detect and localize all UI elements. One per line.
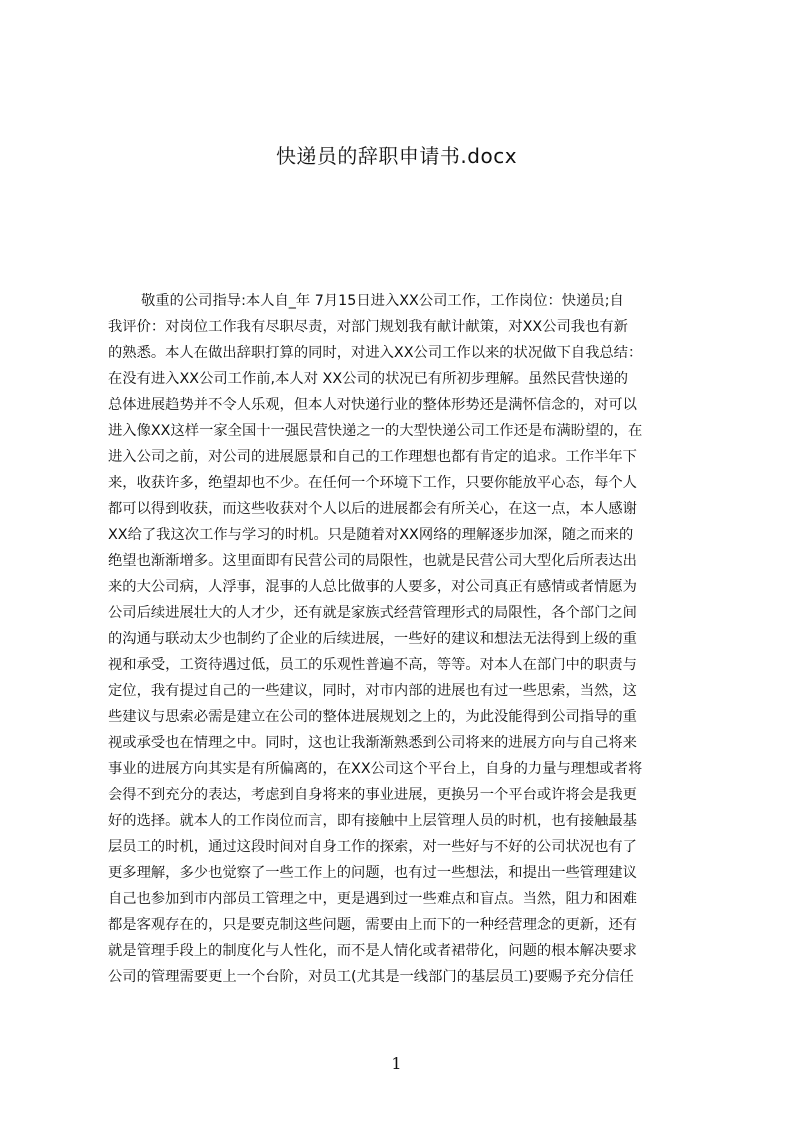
paragraph-line: 的熟悉。本人在做出辞职打算的同时，对进入XX公司工作以来的状况做下自我总结： bbox=[108, 345, 643, 361]
paragraph-line: 都是客观存在的，只是要克制这些问题，需要由上而下的一种经营理念的更新，还有 bbox=[108, 917, 637, 933]
paragraph-line: 的沟通与联动太少也制约了企业的后续进展，一些好的建议和想法无法得到上级的重 bbox=[108, 631, 637, 647]
paragraph-line: 就是管理手段上的制度化与人性化，而不是人情化或者裙带化，问题的根本解决要求 bbox=[108, 943, 637, 959]
paragraph-line: 敬重的公司指导:本人自_年 7月15日进入XX公司工作，工作岗位：快递员;自 bbox=[141, 293, 624, 309]
paragraph-line: 更多理解，多少也觉察了一些工作上的问题，也有过一些想法，和提出一些管理建议 bbox=[108, 865, 637, 881]
paragraph-line: XX给了我这次工作与学习的时机。只是随着对XX网络的理解逐步加深，随之而来的 bbox=[108, 527, 634, 543]
paragraph-line: 层员工的时机，通过这段时间对自身工作的探索，对一些好与不好的公司状况也有了 bbox=[108, 839, 637, 855]
paragraph-line: 公司后续进展壮大的人才少，还有就是家族式经营管理形式的局限性，各个部门之间 bbox=[108, 605, 637, 621]
paragraph-line: 来的大公司病，人浮事，混事的人总比做事的人要多，对公司真正有感情或者情愿为 bbox=[108, 579, 637, 595]
paragraph-line: 些建议与思索必需是建立在公司的整体进展规划之上的，为此没能得到公司指导的重 bbox=[108, 709, 637, 725]
paragraph-line: 定位，我有提过自己的一些建议，同时，对市内部的进展也有过一些思索，当然，这 bbox=[108, 683, 637, 699]
paragraph-line: 会得不到充分的表达，考虑到自身将来的事业进展，更换另一个平台或许将会是我更 bbox=[108, 787, 637, 803]
paragraph-line: 我评价：对岗位工作我有尽职尽责，对部门规划我有献计献策，对XX公司我也有新 bbox=[108, 319, 628, 335]
paragraph-line: 好的选择。就本人的工作岗位而言，即有接触中上层管理人员的时机，也有接触最基 bbox=[108, 813, 637, 829]
paragraph-line: 公司的管理需要更上一个台阶，对员工(尤其是一线部门的基层员工)要赐予充分信任 bbox=[108, 969, 634, 985]
paragraph-line: 在没有进入XX公司工作前,本人对 XX公司的状况已有所初步理解。虽然民营快递的 bbox=[108, 371, 629, 387]
paragraph-line: 来，收获许多，绝望却也不少。在任何一个环境下工作，只要你能放平心态，每个人 bbox=[108, 475, 637, 491]
paragraph-line: 都可以得到收获，而这些收获对个人以后的进展都会有所关心，在这一点，本人感谢 bbox=[108, 501, 637, 517]
paragraph-line: 进入像XX这样一家全国十一强民营快递之一的大型快递公司工作还是布满盼望的，在 bbox=[108, 423, 643, 439]
paragraph-line: 绝望也渐渐增多。这里面即有民营公司的局限性，也就是民营公司大型化后所表达出 bbox=[108, 553, 637, 569]
document-body bbox=[108, 288, 698, 1048]
paragraph-line: 总体进展趋势并不令人乐观，但本人对快递行业的整体形势还是满怀信念的，对可以 bbox=[108, 397, 637, 413]
paragraph-line: 进入公司之前，对公司的进展愿景和自己的工作理想也都有肯定的追求。工作半年下 bbox=[108, 449, 637, 465]
paragraph-line: 视或承受也在情理之中。同时，这也让我渐渐熟悉到公司将来的进展方向与自己将来 bbox=[108, 735, 637, 751]
paragraph-line: 事业的进展方向其实是有所偏离的，在XX公司这个平台上，自身的力量与理想或者将 bbox=[108, 761, 643, 777]
paragraph-line: 自己也参加到市内部员工管理之中，更是遇到过一些难点和盲点。当然，阻力和困难 bbox=[108, 891, 637, 907]
document-title: 快递员的辞职申请书.docx bbox=[275, 144, 518, 168]
page-number: 1 bbox=[391, 1054, 402, 1073]
paragraph-line: 视和承受，工资待遇过低，员工的乐观性普遍不高，等等。对本人在部门中的职责与 bbox=[108, 657, 637, 673]
